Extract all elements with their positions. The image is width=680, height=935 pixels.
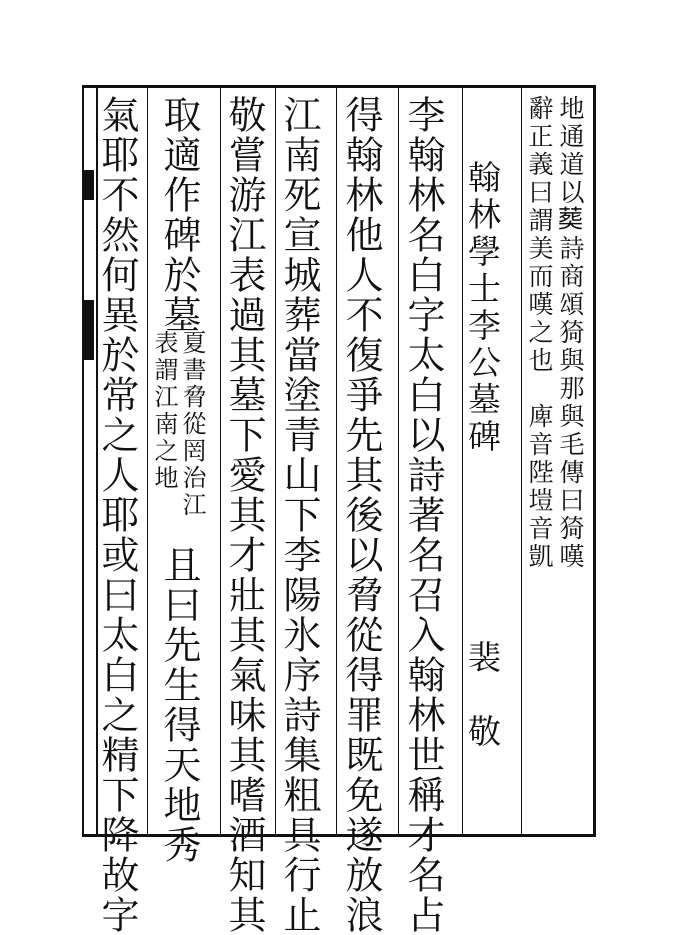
text-column: 且曰先生得天地秀 <box>157 545 201 865</box>
text-column: 氣耶不然何異於常之人耶或曰太白之精下降故字 <box>95 95 139 935</box>
edge-mark <box>84 170 94 200</box>
column-rule <box>275 85 276 837</box>
annotation-column: 地通道以𦵏詩商頌猗與那與毛傳曰猗嘆 <box>556 95 585 571</box>
author-column: 裴 敬 <box>463 640 502 751</box>
text-column: 取適作碑於墓 <box>157 95 201 335</box>
annotation-column: 辭正義曰謂美而嘆之也 庳音陛塏音凱 <box>525 95 554 571</box>
text-column: 敬嘗游江表過其墓下愛其才壯其氣味其嗜酒知其 <box>222 95 266 935</box>
column-rule <box>147 85 148 837</box>
text-column: 李翰林名白字太白以詩著名召入翰林世稱才名占 <box>401 95 445 935</box>
column-rule <box>521 85 522 837</box>
annotation-column: 夏書脅從罔治江 <box>178 330 206 519</box>
edge-mark <box>84 300 94 360</box>
title-column: 翰林學士李公墓碑 <box>463 160 502 456</box>
column-rule <box>220 85 221 837</box>
annotation-column: 表謂江南之地 <box>150 330 178 492</box>
text-column: 江南死宣城葬當塗青山下李陽氷序詩集粗具行止 <box>277 95 321 935</box>
column-rule <box>398 85 399 837</box>
text-column: 得翰林他人不復爭先其後以脅從得罪既免遂放浪 <box>339 95 383 935</box>
column-rule <box>336 85 337 837</box>
